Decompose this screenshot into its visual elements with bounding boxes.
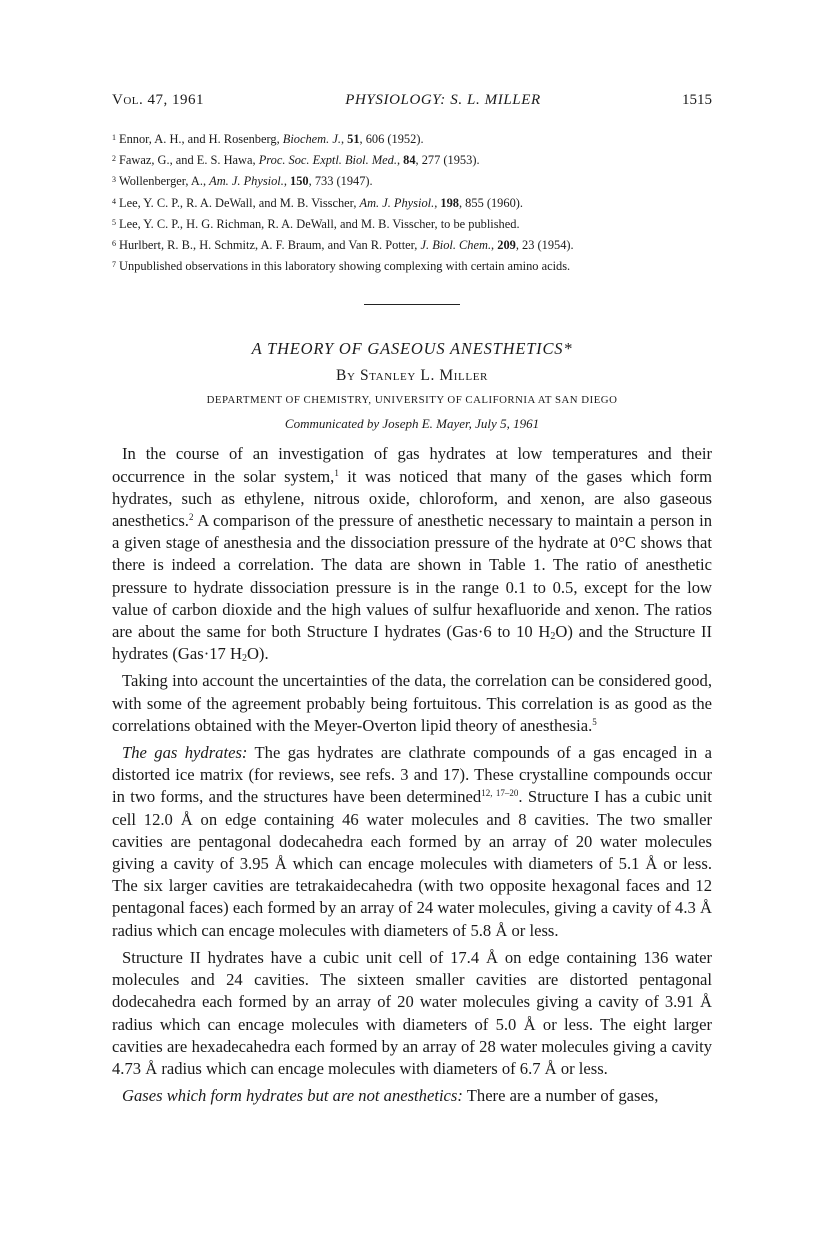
reference-item: $^7$ Unpublished observations in this laboratory showing complexing with certain amino acids. — [112, 259, 571, 274]
reference-item: $^1$ Ennor, A. H., and H. Rosenberg, Biochem. J., 51, 606 (1952). — [112, 132, 424, 146]
paragraph: Structure II hydrates have a cubic unit cell of 17.4 Å on edge containing 136 water molecules and 24 cavities. The sixteen smaller cavities are distorted pentagonal dodecahedra each formed by an array of 20 water molecules giving a cavity of 3.91 Å radius which can encage molecules with diameters of 5.0 Å or less. The eight larger cavities are hexadecahedra each formed by an array of 28 water molecules giving a cavity 4.73 Å radius which can encage molecules with diameters of 6.7 Å or less. — [112, 947, 712, 1078]
section-heading: Gases which form hydrates but are not anesthetics: — [122, 1086, 463, 1106]
communicated-by: Communicated by Joseph E. Mayer, July 5, 1961 — [284, 416, 540, 432]
section-heading: The gas hydrates: — [122, 743, 248, 763]
reference-item: $^3$ Wollenberger, A., Am. J. Physiol., 150, 733 (1947). — [112, 174, 373, 189]
paragraph: The gas hydrates: The gas hydrates are clathrate compounds of a gas encaged in a distorted ice matrix (for reviews, see refs. 3 and 17). These crystalline compounds occur in two forms, and the structures have been determined$^{12, 17-20}$. Structure I has a cubic unit cell 12.0 Å on edge containing 46 water molecules and 8 cavities. The two smaller cavities are pentagonal dodecahedra each formed by an array of 20 water molecules giving a cavity of 3.95 Å which can encage molecules with diameters of 5.1 Å or less. The six larger cavities are tetrakaidecahedra (with two opposite hexagonal faces and 12 pentagonal faces) each formed by an array of 24 water molecules, giving a cavity of 4.3 Å radius which can encage molecules with diameters of 5.8 Å or less. — [112, 743, 712, 940]
paragraph: In the course of an investigation of gas hydrates at low temperatures and their occurrence in the solar system,$^1$ it was noticed that many of the gases which form hydrates, such as ethylene, nitrous oxide, chloroform, and xenon, are also gaseous anesthetics.$^2$ A comparison of the pressure of anesthetic necessary to maintain a person in a given stage of anesthesia and the dissociation pressure of the hydrate at 0°C shows that there is indeed a correlation. The data are shown in Table 1. The ratio of anesthetic pressure to hydrate dissociation pressure is in the range 0.1 to 0.5, except for the low value of carbon dioxide and the high values of sulfur hexafluoride and xenon. The ratios are about the same for both Structure I hydrates (Gas·6 to 10 $H_2O$) and the Structure II hydrates (Gas·17 $H_2O$). — [112, 444, 712, 665]
running-title: PHYSIOLOGY: S. L. MILLER — [345, 92, 541, 108]
reference-item: $^2$ Fawaz, G., and E. S. Hawa, Proc. Soc. Exptl. Biol. Med., 84, 277 (1953). — [112, 153, 480, 168]
reference-item: $^4$ Lee, Y. C. P., R. A. DeWall, and M. B. Visscher, Am. J. Physiol., 198, 855 (1960). — [112, 195, 523, 210]
paragraph: Taking into account the uncertainties of the data, the correlation can be considered good, with some of the agreement probably being fortuitous. This correlation is as good as the correlations obtained with the Meyer-Overton lipid theory of anesthesia.$^5$ — [112, 671, 712, 735]
author-affiliation: DEPARTMENT OF CHEMISTRY, UNIVERSITY OF CALIFORNIA AT SAN DIEGO — [206, 394, 618, 407]
running-head — [112, 92, 712, 116]
article-author: By Stanley L. Miller — [336, 367, 488, 385]
volume-info: Vol. 47, 1961 — [112, 92, 204, 108]
reference-list — [112, 128, 712, 276]
reference-item: $^5$ Lee, Y. C. P., H. G. Richman, R. A. DeWall, and M. B. Visscher, to be published. — [112, 216, 520, 231]
reference-item: $^6$ Hurlbert, R. B., H. Schmitz, A. F. Braum, and Van R. Potter, J. Biol. Chem., 209, 23 (1954). — [112, 238, 574, 253]
journal-page — [112, 92, 712, 1112]
section-divider — [364, 304, 460, 305]
article-title: A THEORY OF GASEOUS ANESTHETICS* — [251, 339, 573, 359]
paragraph: Gases which form hydrates but are not anesthetics: There are a number of gases, — [122, 1086, 659, 1106]
page-number: 1515 — [682, 92, 712, 108]
article-body — [112, 443, 712, 1107]
